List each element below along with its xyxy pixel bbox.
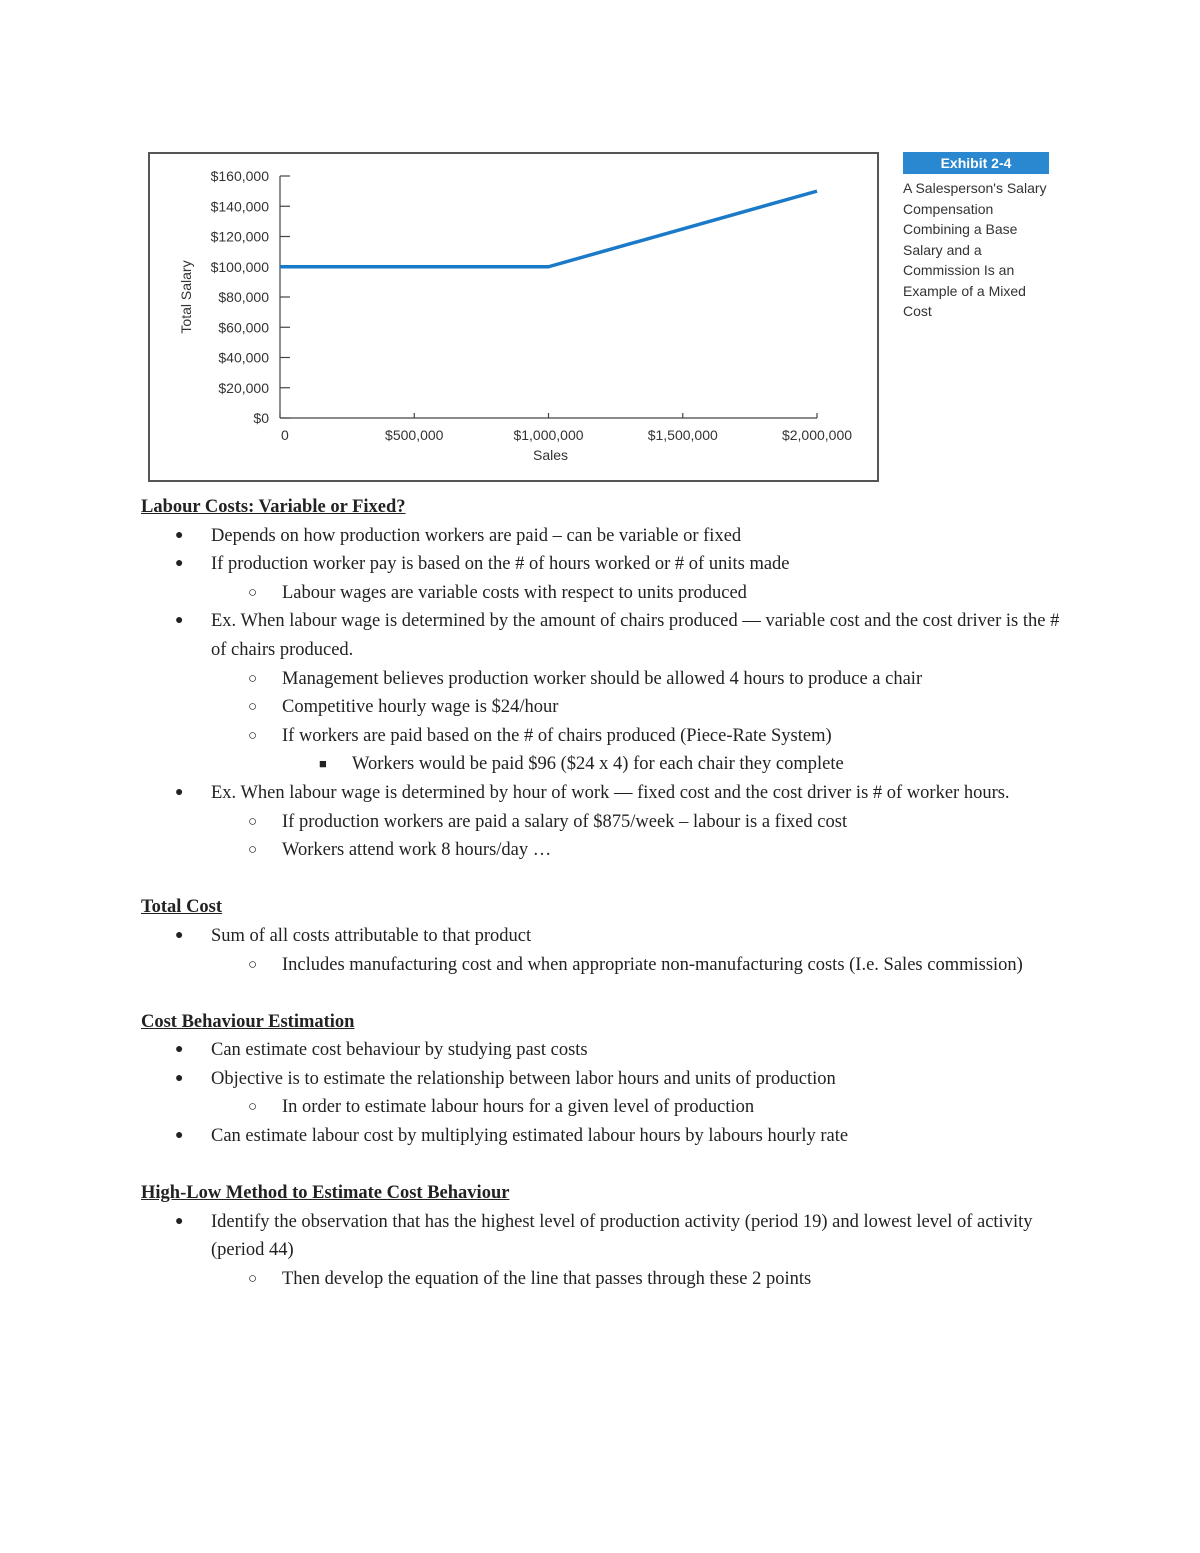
bullet-icon: ■	[319, 756, 327, 772]
y-tick-label: $20,000	[218, 379, 269, 396]
list-item-text: In order to estimate labour hours for a given level of production	[282, 1097, 755, 1118]
list-item	[141, 607, 1061, 664]
list-item	[141, 579, 1061, 608]
list-item-text: Can estimate labour cost by multiplying estimated labour hours by labours hourly rate	[211, 1126, 849, 1147]
list-item-text: Can estimate cost behaviour by studying past costs	[211, 1040, 588, 1061]
x-tick-label: $1,000,000	[513, 427, 584, 443]
bullet-icon: ●	[175, 1042, 184, 1058]
bullet-icon: ●	[175, 927, 184, 943]
list-item	[141, 1093, 1061, 1122]
section-spacer	[141, 979, 1061, 1008]
list-item	[141, 693, 1061, 722]
bullet-icon: ○	[248, 699, 258, 716]
x-tick-label: $500,000	[385, 427, 444, 443]
bullet-icon: ○	[248, 727, 258, 744]
section-heading: High-Low Method to Estimate Cost Behaviour	[141, 1183, 510, 1204]
x-axis-title: Sales	[532, 447, 569, 463]
list-item-text: Ex. When labour wage is determined by the amount of chairs produced — variable cost and the cost driver is the # of chairs produced.	[211, 611, 1060, 660]
bullet-icon: ○	[248, 670, 258, 687]
list-item-text: Management believes production worker should be allowed 4 hours to produce a chair	[282, 668, 923, 689]
list-item	[141, 1065, 1061, 1094]
list-item-text: If workers are paid based on the # of chairs produced (Piece-Rate System)	[282, 725, 832, 746]
list-item	[141, 550, 1061, 579]
section-heading: Labour Costs: Variable or Fixed?	[141, 497, 406, 517]
list-item	[141, 1036, 1061, 1065]
y-tick-label: $0	[253, 410, 269, 426]
bullet-icon: ○	[248, 1271, 258, 1288]
list-item	[141, 1122, 1061, 1151]
bullet-icon: ○	[248, 813, 258, 830]
bullet-icon: ●	[175, 527, 184, 543]
list-item	[141, 779, 1061, 808]
list-item	[141, 722, 1061, 751]
exhibit-caption: A Salesperson's Salary Compensation Combining a Base Salary and a Commission Is an Example of a Mixed Cost	[903, 180, 1047, 319]
list-item	[141, 522, 1061, 551]
y-tick-label: $40,000	[218, 349, 269, 366]
x-tick-label: $2,000,000	[781, 427, 853, 443]
x-tick-label: 0	[281, 427, 289, 443]
y-tick-label: $100,000	[210, 258, 269, 275]
exhibit-title: Exhibit 2-4	[903, 152, 1049, 174]
list-item-text: Labour wages are variable costs with respect to units produced	[282, 582, 747, 603]
y-tick-label: $60,000	[218, 319, 269, 336]
chart-frame	[148, 152, 879, 482]
series-line	[280, 191, 817, 267]
bullet-icon: ○	[248, 956, 258, 973]
section-heading: Total Cost	[141, 897, 223, 918]
list-item	[141, 1208, 1061, 1265]
list-item-text: If production workers are paid a salary of $875/week – labour is a fixed cost	[282, 811, 848, 832]
list-item-text: Workers attend work 8 hours/day …	[282, 840, 552, 861]
salary-chart	[150, 154, 877, 480]
bullet-icon: ●	[175, 1213, 184, 1229]
x-tick-label: $1,500,000	[647, 427, 718, 443]
list-item	[141, 808, 1061, 837]
list-item-text: Workers would be paid $96 ($24 x 4) for each chair they complete	[352, 754, 844, 775]
bullet-icon: ●	[175, 784, 184, 800]
y-tick-label: $80,000	[218, 289, 269, 305]
y-axis-title: Total Salary	[178, 260, 194, 334]
y-tick-label: $120,000	[210, 228, 269, 245]
list-item	[141, 1265, 1061, 1294]
list-item-text: Depends on how production workers are paid – can be variable or fixed	[211, 525, 742, 546]
list-item	[141, 836, 1061, 865]
list-item-text: Identify the observation that has the highest level of production activity (period 19) and lowest level of activity (period 44)	[211, 1211, 1033, 1261]
section-spacer	[141, 865, 1061, 894]
notes-body	[141, 493, 1061, 1294]
y-tick-label: $160,000	[210, 168, 269, 184]
bullet-icon: ●	[175, 1070, 184, 1086]
list-item-text: Competitive hourly wage is $24/hour	[282, 697, 559, 718]
section-spacer	[141, 1151, 1061, 1180]
section-heading: Cost Behaviour Estimation	[141, 1011, 355, 1032]
list-item-text: Ex. When labour wage is determined by hour of work — fixed cost and the cost driver is # of worker hours.	[211, 782, 1010, 803]
exhibit-panel	[903, 152, 1049, 322]
bullet-icon: ○	[248, 1099, 258, 1116]
list-item	[141, 750, 1061, 779]
list-item-text: Then develop the equation of the line that passes through these 2 points	[282, 1269, 812, 1290]
list-item	[141, 951, 1061, 980]
bullet-icon: ●	[175, 613, 184, 629]
bullet-icon: ○	[248, 584, 258, 601]
list-item-text: If production worker pay is based on the # of hours worked or # of units made	[211, 554, 790, 575]
bullet-icon: ●	[175, 556, 184, 572]
bullet-icon: ●	[175, 1128, 184, 1144]
list-item-text: Objective is to estimate the relationship between labor hours and units of production	[211, 1068, 836, 1089]
list-item-text: Includes manufacturing cost and when appropriate non-manufacturing costs (I.e. Sales commission)	[282, 954, 1023, 975]
list-item	[141, 922, 1061, 951]
y-tick-label: $140,000	[210, 198, 269, 215]
list-item	[141, 665, 1061, 694]
list-item-text: Sum of all costs attributable to that product	[211, 925, 532, 946]
bullet-icon: ○	[248, 842, 258, 859]
